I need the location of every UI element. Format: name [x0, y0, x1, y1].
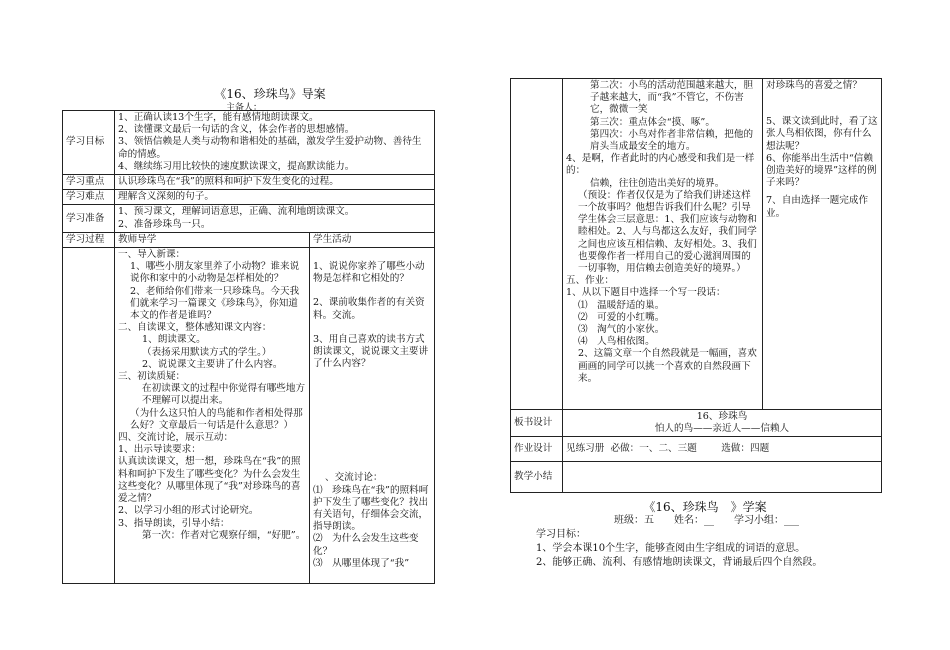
- teacher-step: 1、从以下题目中选择一个写一段话：: [566, 287, 726, 299]
- student-header: 学生活动: [310, 232, 435, 247]
- teacher-step: 3、指导朗读，引导小结：: [118, 517, 230, 529]
- teacher-step: 第三次：重点体会“摸、啄”。: [590, 116, 715, 128]
- teacher-step: 在初读课文的过程中你觉得有哪些地方不理解可以提出来。: [142, 383, 306, 407]
- teacher-step: 2、以学习小组的形式讨论研究。: [118, 505, 259, 517]
- goal-item: 3、领悟信赖是人类与动物和谐相处的基础，激发学生爱护动物、善待生命的情感。: [118, 136, 422, 160]
- teacher-step: 第一次：作者对它观察仔细，“好肥”。: [142, 529, 306, 541]
- teacher-step: 第四次：小鸟对作者非常信赖，把他的肩头当成最安全的地方。: [590, 128, 754, 153]
- prep-label: 学习准备: [63, 205, 115, 232]
- student-step: 7、自由选择一题完成作业。: [766, 195, 869, 219]
- student-step: 5、课文读到此时，看了这张人鸟相依图，你有什么想法呢？: [766, 116, 878, 152]
- teacher-step: 2、说说课文主要讲了什么内容。: [142, 358, 283, 370]
- student-step: 、交流讨论：: [325, 472, 383, 484]
- board-label: 板书设计: [511, 410, 563, 437]
- prep-item: 1、预习课文，理解词语意思，正确、流利地朗读课文。: [118, 206, 355, 218]
- teacher-step: 第二次：小鸟的活动范围越来越大，胆子越来越大，而“我”不管它，不伤害它，微微一笑: [590, 80, 754, 116]
- teacher-step: 2、这篇文章一个自然段就是一幅画，喜欢画画的同学可以挑一个喜欢的自然段画下来。: [578, 348, 757, 384]
- process-label: 学习过程: [63, 232, 115, 247]
- teacher-step: ⑷ 人鸟相依图。: [578, 336, 655, 348]
- goals-cell: [115, 111, 435, 175]
- teacher-step: ⑵ 可爱的小红嘴。: [578, 311, 665, 323]
- teacher-step: 认真读读课文，想一想，珍珠鸟在“我”的照料和呵护下发生了哪些变化？为什么会发生这些变化？从哪里体现了“我”对珍珠鸟的喜爱之情？: [118, 456, 301, 505]
- student-step: ⑵ 为什么会发生这些变化？: [313, 533, 419, 557]
- goal-item: 1、正确认读13个生字，能有感情地朗读课文。: [118, 112, 319, 123]
- student-step: ⑴ 珍珠鸟在“我”的照料呵护下发生了哪些变化？找出有关语句，仔细体会交流，指导朗读。: [313, 484, 429, 533]
- student-step: 3、用自己喜欢的读书方式朗读课文，说说课文主要讲了什么内容？: [313, 333, 429, 370]
- teacher-guide-cell: [115, 248, 310, 584]
- summary-label: 教学小结: [511, 462, 563, 493]
- board-title: 16、珍珠鸟: [696, 411, 748, 422]
- teacher-step: 一、导入新课：: [118, 249, 186, 261]
- board-line: 怕人的鸟——亲近人——信赖人: [654, 423, 790, 435]
- student-step: 2、课前收集作者的有关资料。交流。: [313, 297, 425, 321]
- teacher-step: （预设：作者仅仅是为了给我们讲述这样一个故事吗？他想告诉我们什么呢？引导学生体会三层意思：1、我们应该与动物和睦相处。2、人与鸟都这么友好，我们同学之间也应该互相信赖、友好相处。3、我们也要像作者一样用自己的爱心滋润周围的一切事物，用信赖去创造美好的境界。）: [578, 189, 757, 275]
- teacher-step: 二、自读课文，整体感知课文内容：: [118, 322, 272, 334]
- difficulty-text: 理解含义深刻的句子。: [115, 190, 435, 205]
- study-goal-item: 1、学会本课10个生字，能够查阅由生字组成的词语的意思。: [536, 543, 806, 554]
- teacher-step: ⑴ 温暖舒适的巢。: [578, 299, 665, 311]
- student-step: 6、你能举出生活中“信赖创造美好的境界”这样的例子来吗？: [766, 152, 877, 189]
- goals-label: 学习目标: [63, 111, 115, 175]
- student-step: ⑶ 从哪里体现了“我”: [313, 557, 410, 569]
- key-text: 认识珍珠鸟在“我”的照料和呵护下发生变化的过程。: [115, 175, 435, 190]
- difficulty-label: 学习难点: [63, 190, 115, 205]
- teacher-step: 五、作业：: [566, 275, 614, 287]
- board-design: [563, 410, 882, 437]
- goal-item: 2、读懂课文最后一句话的含义，体会作者的思想感情。: [118, 124, 355, 136]
- teacher-step: （表扬采用默读方式的学生。）: [142, 346, 272, 358]
- prep-cell: [115, 205, 435, 232]
- prep-item: 2、准备珍珠鸟一只。: [118, 218, 211, 230]
- teacher-step: 四、交流讨论，展示互动：: [118, 432, 234, 444]
- student-activity-cont: [763, 79, 882, 410]
- student-activity-cell: [310, 248, 435, 584]
- teacher-step: （为什么这只怕人的鸟能和作者相处得那么好？文章最后一句话是什么意思？）: [130, 407, 303, 431]
- teacher-step: 信赖，往往创造出美好的境界。: [590, 177, 725, 189]
- teacher-guide-cont: [563, 79, 763, 410]
- teacher-header: 教师导学: [115, 232, 310, 247]
- teacher-step: 4、是啊，作者此时的内心感受和我们是一样的：: [566, 153, 755, 177]
- lesson-plan-table-continued: [510, 78, 882, 493]
- homework-label: 作业设计: [511, 437, 563, 462]
- teacher-step: 三、初读质疑：: [118, 371, 186, 383]
- lesson-plan-table: [62, 110, 435, 584]
- teacher-step: 2、老师给你们带来一只珍珠鸟。今天我们就来学习一篇课文《珍珠鸟》，你知道本文的作者是谁吗？: [130, 285, 300, 322]
- homework-text: 见练习册 必做：一、二、三题 选做：四题: [563, 437, 882, 462]
- study-info: 班级：五 姓名：__ 学习小组：___: [614, 515, 799, 526]
- author-label: 主备人：: [226, 103, 263, 113]
- left-title: 《16、珍珠鸟》导案: [214, 87, 326, 101]
- teacher-step: 1、朗读课文。: [142, 334, 206, 346]
- teacher-step: 1、出示导读要求：: [118, 444, 201, 456]
- study-guide-title: 《16、珍珠鸟 》学案: [643, 500, 767, 514]
- summary-cell: [563, 462, 882, 493]
- teacher-step: 1、哪些小朋友家里养了小动物？谁来说说你和家中的小动物是怎样相处的？: [130, 261, 300, 285]
- study-goals-label: 学习目标：: [536, 529, 586, 540]
- study-goal-item: 2、能够正确、流利、有感情地朗读课文，背诵最后四个自然段。: [536, 557, 823, 568]
- key-label: 学习重点: [63, 175, 115, 190]
- student-step: 对珍珠鸟的喜爱之情？: [766, 80, 862, 91]
- teacher-step: ⑶ 淘气的小家伙。: [578, 324, 665, 336]
- student-step: 1、说说你家养了哪些小动物是怎样和它相处的？: [313, 261, 425, 285]
- goal-item: 4、继续练习用比较快的速度默读课文，提高默读能力。: [118, 160, 355, 172]
